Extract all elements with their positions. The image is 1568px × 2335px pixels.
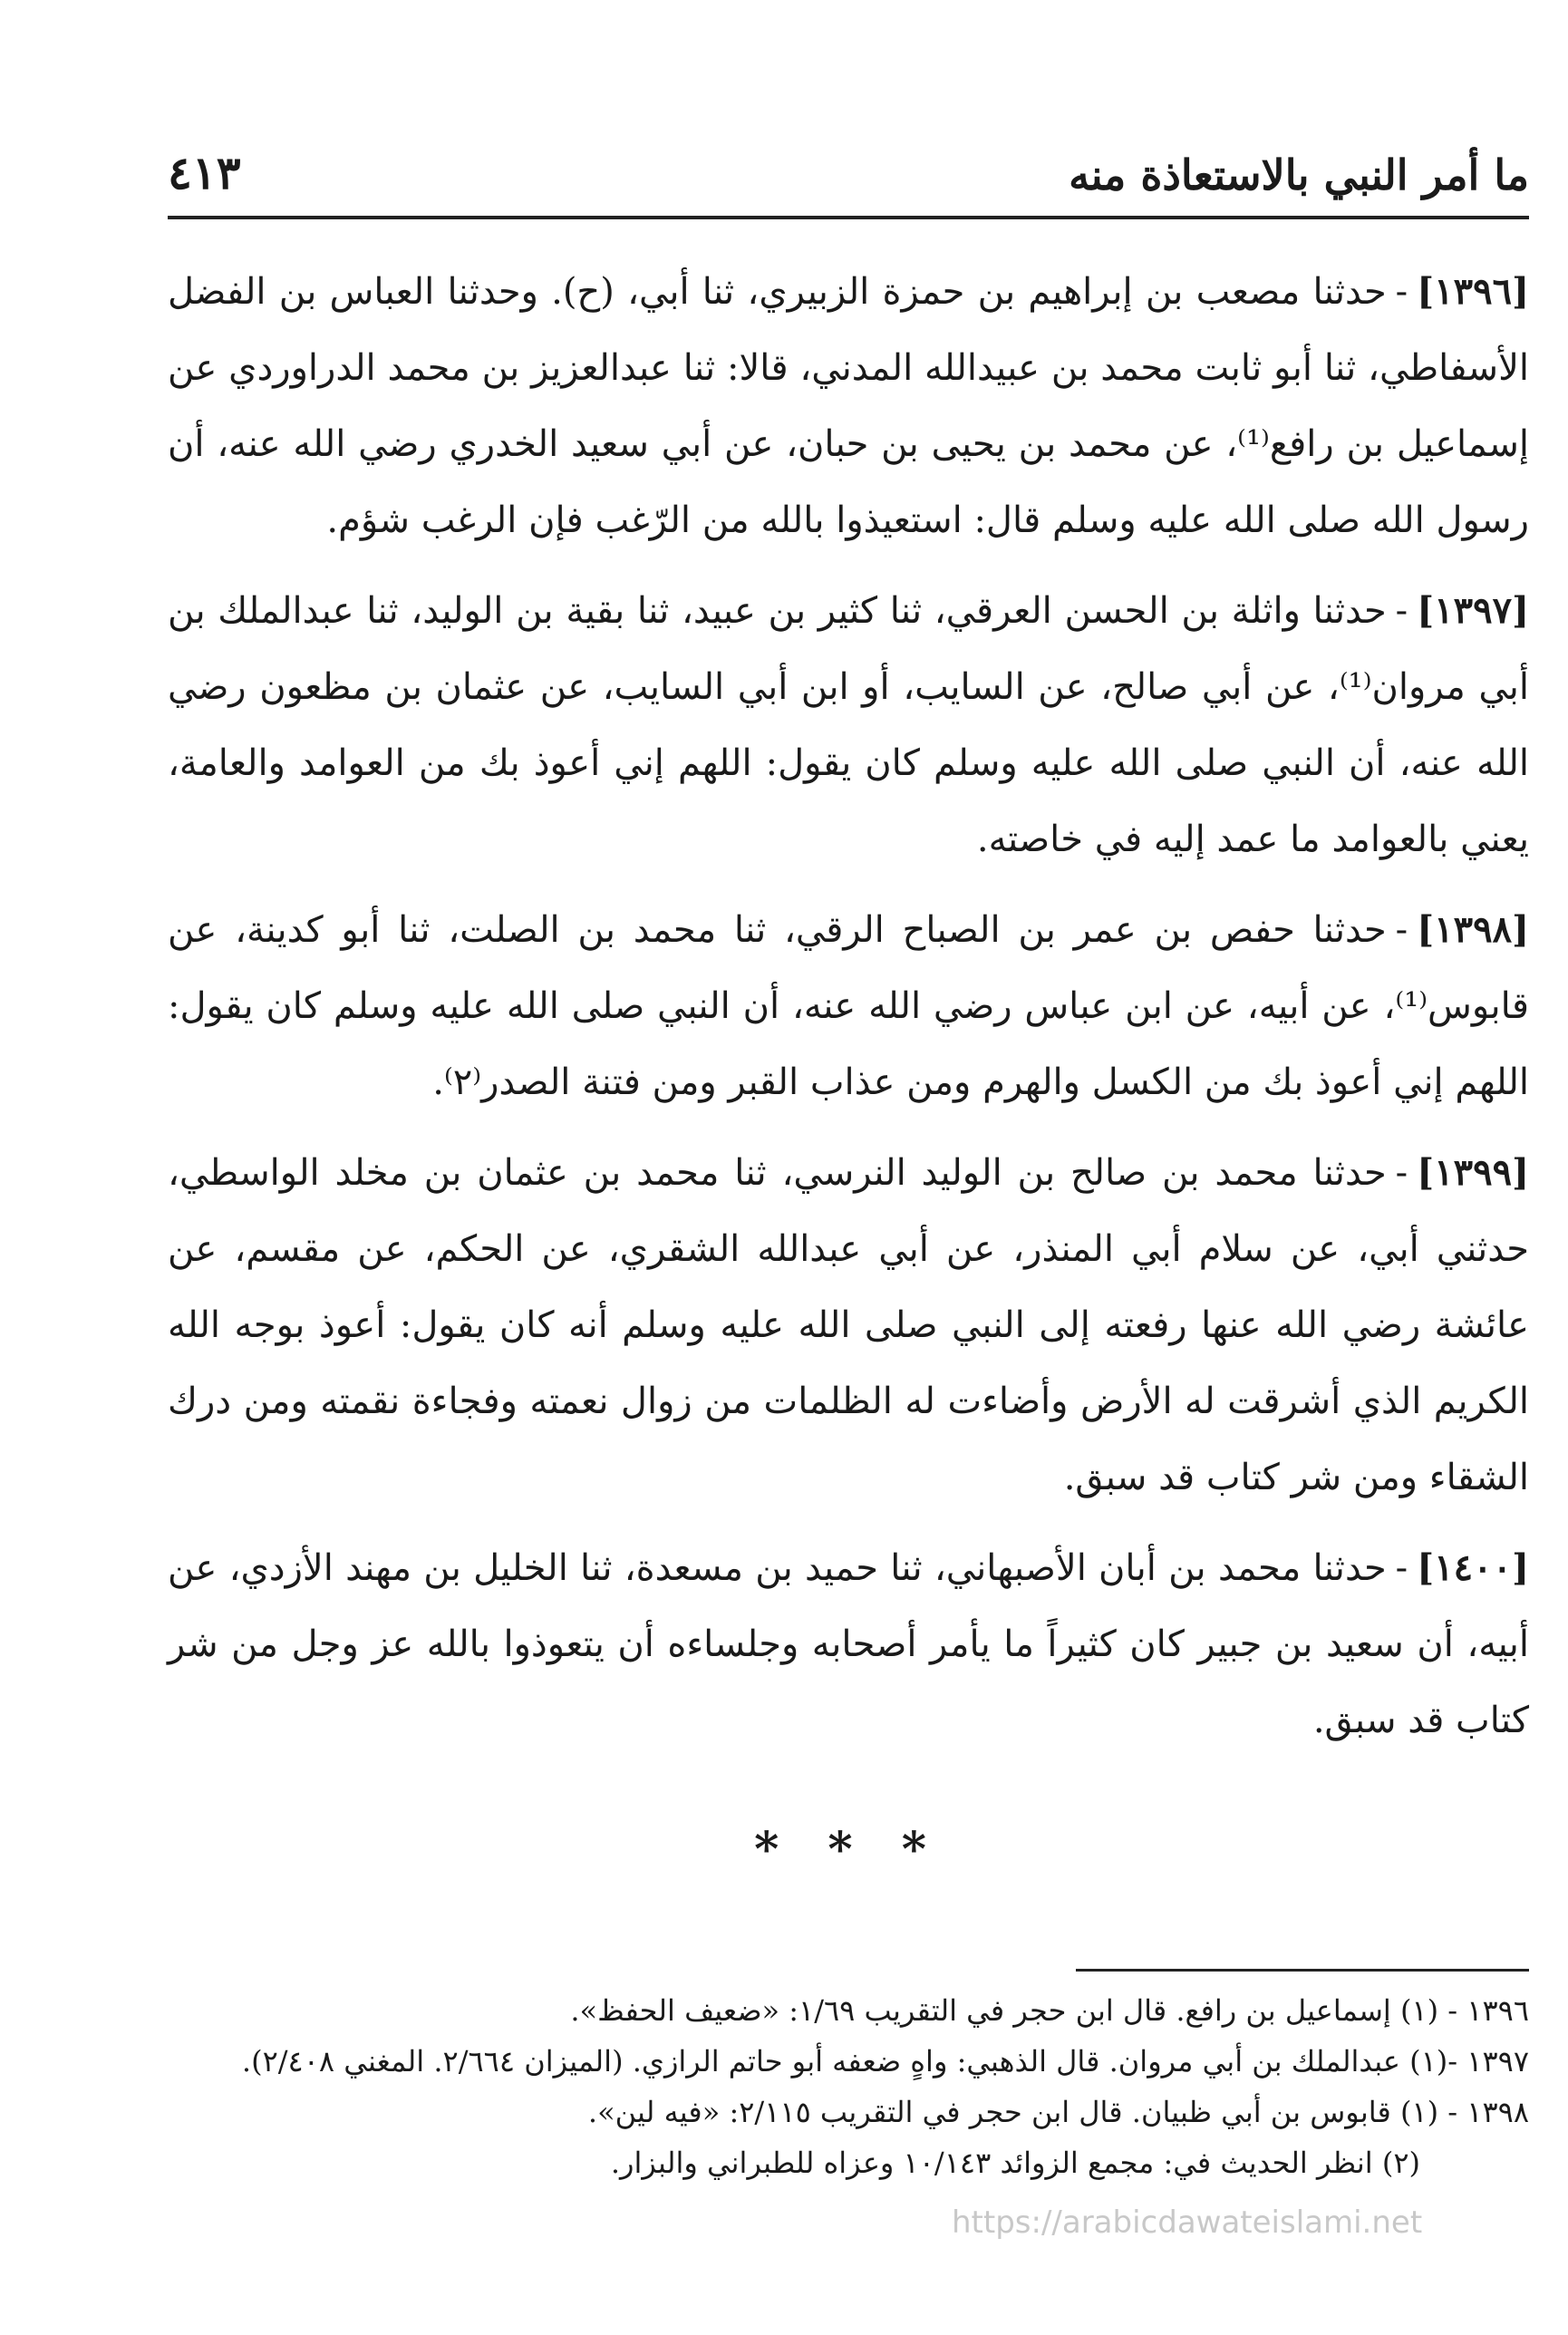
- page-number: ٤١٣: [168, 146, 241, 199]
- hadith-number: [١٣٩٧]: [1417, 589, 1529, 632]
- footnote-1398-2: (٢) انظر الحديث في: مجمع الزوائد ١٠/١٤٣ وعزاه للطبراني والبزار.: [610, 2146, 1420, 2180]
- hadith-number: [١٣٩٩]: [1417, 1151, 1529, 1194]
- footnote-1396: ١٣٩٦ - (١) إسماعيل بن رافع. قال ابن حجر في التقريب ١/٦٩: «ضعيف الحفظ».: [570, 1993, 1529, 2028]
- footnote-divider: [1076, 1969, 1529, 1972]
- hadith-1398: [168, 892, 1529, 1120]
- hadith-text: حدثنا حفص بن عمر بن الصباح الرقي، ثنا محمد بن الصلت، ثنا أبو كدينة، عن قابوس⁽¹⁾، عن أبيه، عن ابن عباس رضي الله عنه، أن النبي صلى الله عليه وسلم كان يقول: اللهم إني أعوذ بك من الكسل والهرم ومن عذاب القبر ومن فتنة الصدر⁽٢⁾.: [168, 909, 1529, 1103]
- hadith-dash: -: [1395, 909, 1408, 951]
- hadith-1400: [168, 1530, 1529, 1759]
- hadith-1399: [168, 1135, 1529, 1516]
- hadith-dash: -: [1395, 590, 1408, 632]
- hadith-text: حدثنا محمد بن أبان الأصبهاني، ثنا حميد بن مسعدة، ثنا الخليل بن مهند الأزدي، عن أبيه، أن سعيد بن جبير كان كثيراً ما يأمر أصحابه وجلساءه أن يتعوذوا بالله عز وجل من شر كتاب قد سبق.: [168, 1547, 1529, 1741]
- hadith-text: حدثنا مصعب بن إبراهيم بن حمزة الزبيري، ثنا أبي، (ح). وحدثنا العباس بن الفضل الأسفاطي، ثنا أبو ثابت محمد بن عبيدالله المدني، قالا: ثنا عبدالعزيز بن محمد الدراوردي عن إسماعيل بن رافع⁽¹⁾، عن محمد بن يحيى بن حبان، عن أبي سعيد الخدري رضي الله عنه، أن رسول الله صلى الله عليه وسلم قال: استعيذوا بالله من الرّغب فإن الرغب شؤم.: [168, 271, 1529, 541]
- hadith-list: [168, 254, 1529, 1773]
- watermark-url: https://arabicdawateislami.net: [952, 2204, 1423, 2241]
- footnote-1397: ١٣٩٧ -(١) عبدالملك بن أبي مروان. قال الذهبي: واهٍ ضعفه أبو حاتم الرازي. (الميزان ٢/٦٦٤. المغني ٢/٤٠٨).: [241, 2044, 1529, 2078]
- hadith-dash: -: [1395, 1547, 1408, 1589]
- hadith-text: حدثنا محمد بن صالح بن الوليد النرسي، ثنا محمد بن عثمان بن مخلد الواسطي، حدثني أبي، عن سلام أبي المنذر، عن أبي عبدالله الشقري، عن الحكم، عن مقسم، عن عائشة رضي الله عنها رفعته إلى النبي صلى الله عليه وسلم أنه كان يقول: أعوذ بوجه الله الكريم الذي أشرقت له الأرض وأضاءت له الظلمات من زوال نعمته وفجاءة نقمته ومن درك الشقاء ومن شر كتاب قد سبق.: [168, 1152, 1530, 1498]
- hadith-1396: [168, 254, 1529, 558]
- footnotes: [168, 1985, 1529, 2188]
- footnote-1398: ١٣٩٨ - (١) قابوس بن أبي ظبيان. قال ابن حجر في التقريب ٢/١١٥: «فيه لين».: [587, 2095, 1529, 2129]
- hadith-1397: [168, 573, 1529, 877]
- hadith-number: [١٤٠٠]: [1417, 1546, 1529, 1589]
- section-separator: * * *: [754, 1822, 943, 1877]
- chapter-title: ما أمر النبي بالاستعاذة منه: [1069, 150, 1529, 199]
- page-header: [168, 136, 1529, 199]
- hadith-number: [١٣٩٨]: [1417, 908, 1529, 951]
- hadith-number: [١٣٩٦]: [1417, 270, 1529, 313]
- header-divider: [168, 216, 1529, 219]
- hadith-dash: -: [1395, 271, 1408, 313]
- hadith-text: حدثنا واثلة بن الحسن العرقي، ثنا كثير بن عبيد، ثنا بقية بن الوليد، ثنا عبدالملك بن أبي مروان⁽¹⁾، عن أبي صالح، عن السايب، أو ابن أبي السايب، عن عثمان بن مظعون رضي الله عنه، أن النبي صلى الله عليه وسلم كان يقول: اللهم إني أعوذ بك من العوامد والعامة، يعني بالعوامد ما عمد إليه في خاصته.: [168, 590, 1529, 860]
- hadith-dash: -: [1395, 1152, 1408, 1194]
